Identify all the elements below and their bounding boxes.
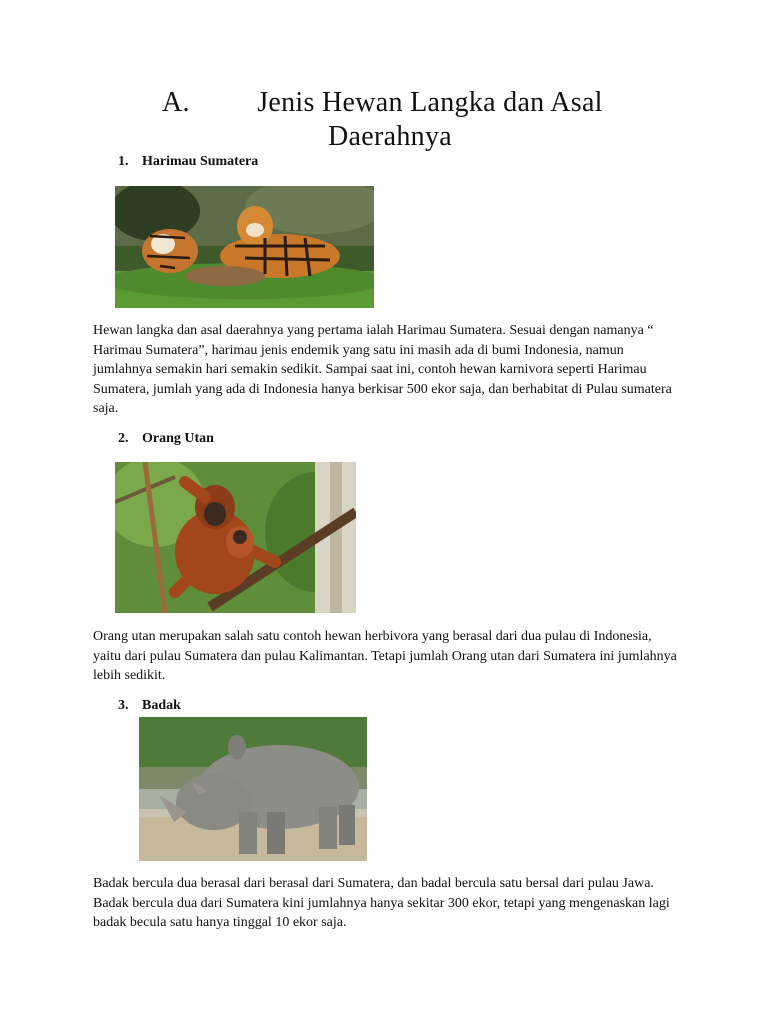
section-heading-badak: [118, 698, 181, 714]
section-paragraph-orang-utan: Orang utan merupakan salah satu contoh hewan herbivora yang berasal dari dua pulau di Indonesia, yaitu dari pulau Sumatera dan pulau Kalimantan. Tetapi jumlah Orang utan dari Sumatera ini jumlahnya lebih sedikit.: [93, 629, 677, 683]
page-title: [150, 86, 630, 154]
title-line-1: Jenis Hewan Langka dan Asal: [257, 87, 603, 118]
section-heading-harimau: [118, 154, 258, 170]
section-paragraph-harimau: Hewan langka dan asal daerahnya yang pertama ialah Harimau Sumatera. Sesuai dengan namanya “ Harimau Sumatera”, harimau jenis endemik yang satu ini masih ada di bumi Indonesia, namun jumlahnya semakin hari semakin sedikit. Sampai saat ini, contoh hewan karnivora seperti Harimau Sumatera, jumlah yang ada di Indonesia hanya berkisar 500 ekor saja, dan berhabitat di Pulau sumatera saja.: [93, 323, 672, 416]
rhino-photo: [139, 717, 367, 861]
title-line-2: Daerahnya: [328, 121, 452, 152]
section-title: Harimau Sumatera: [142, 154, 259, 169]
section-paragraph-badak: Badak bercula dua berasal dari berasal dari Sumatera, dan badal bercula satu bersal dari pulau Jawa. Badak bercula dua dari Sumatera kini jumlahnya hanya sekitar 300 ekor, tetapi yang mengenaskan lagi badak becula satu hanya tinggal 10 ekor saja.: [93, 876, 670, 930]
section-title: Badak: [142, 698, 181, 713]
sumatran-tiger-photo: [115, 186, 374, 308]
title-number: A.: [162, 87, 190, 118]
section-title: Orang Utan: [142, 431, 214, 446]
section-heading-orang-utan: [118, 431, 214, 447]
section-number: 3.: [118, 698, 129, 713]
orangutan-photo: [115, 462, 356, 613]
section-number: 2.: [118, 431, 129, 446]
section-number: 1.: [118, 154, 129, 169]
